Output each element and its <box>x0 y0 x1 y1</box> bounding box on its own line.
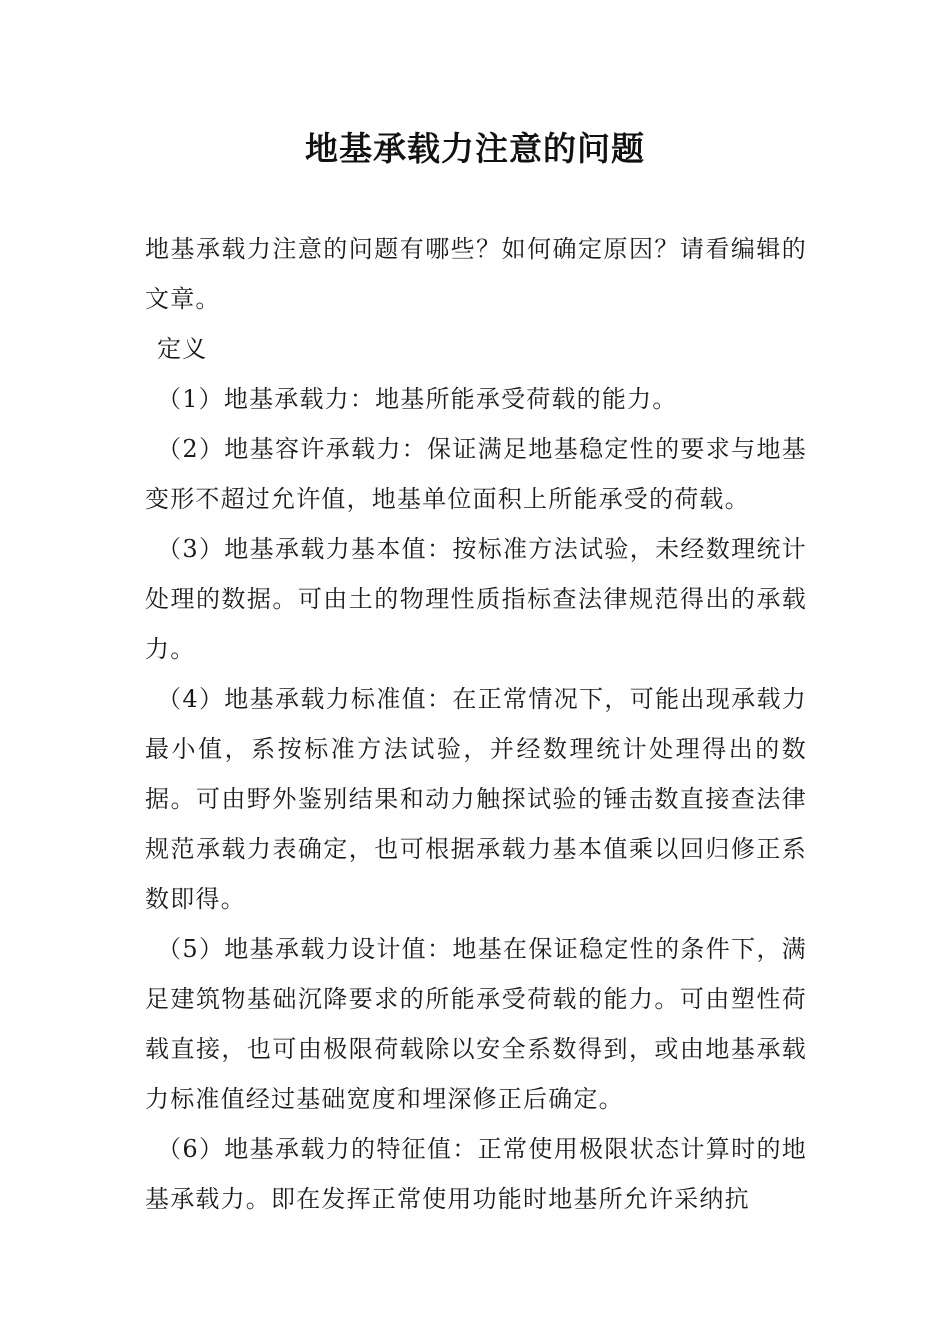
document-body <box>145 224 807 1224</box>
definition-item-4: （4）地基承载力标准值：在正常情况下，可能出现承载力最小值，系按标准方法试验，并经数理统计处理得出的数据。可由野外鉴别结果和动力触探试验的锤击数直接查法律规范承载力表确定，也可根据承载力基本值乘以回归修正系数即得。 <box>145 685 807 913</box>
page-title: 地基承载力注意的问题 <box>305 129 645 168</box>
definition-item-5: （5）地基承载力设计值：地基在保证稳定性的条件下，满足建筑物基础沉降要求的所能承受荷载的能力。可由塑性荷载直接，也可由极限荷载除以安全系数得到，或由地基承载力标准值经过基础宽度和埋深修正后确定。 <box>145 935 807 1113</box>
section-heading: 定义 <box>157 335 208 363</box>
definition-item-1: （1）地基承载力：地基所能承受荷载的能力。 <box>157 385 678 413</box>
intro-paragraph: 地基承载力注意的问题有哪些？如何确定原因？请看编辑的文章。 <box>145 235 807 313</box>
definition-item-2: （2）地基容许承载力：保证满足地基稳定性的要求与地基变形不超过允许值，地基单位面积上所能承受的荷载。 <box>145 435 807 513</box>
definition-item-3: （3）地基承载力基本值：按标准方法试验，未经数理统计处理的数据。可由土的物理性质指标查法律规范得出的承载力。 <box>145 535 807 663</box>
definition-item-6: （6）地基承载力的特征值：正常使用极限状态计算时的地基承载力。即在发挥正常使用功能时地基所允许采纳抗 <box>145 1135 807 1213</box>
